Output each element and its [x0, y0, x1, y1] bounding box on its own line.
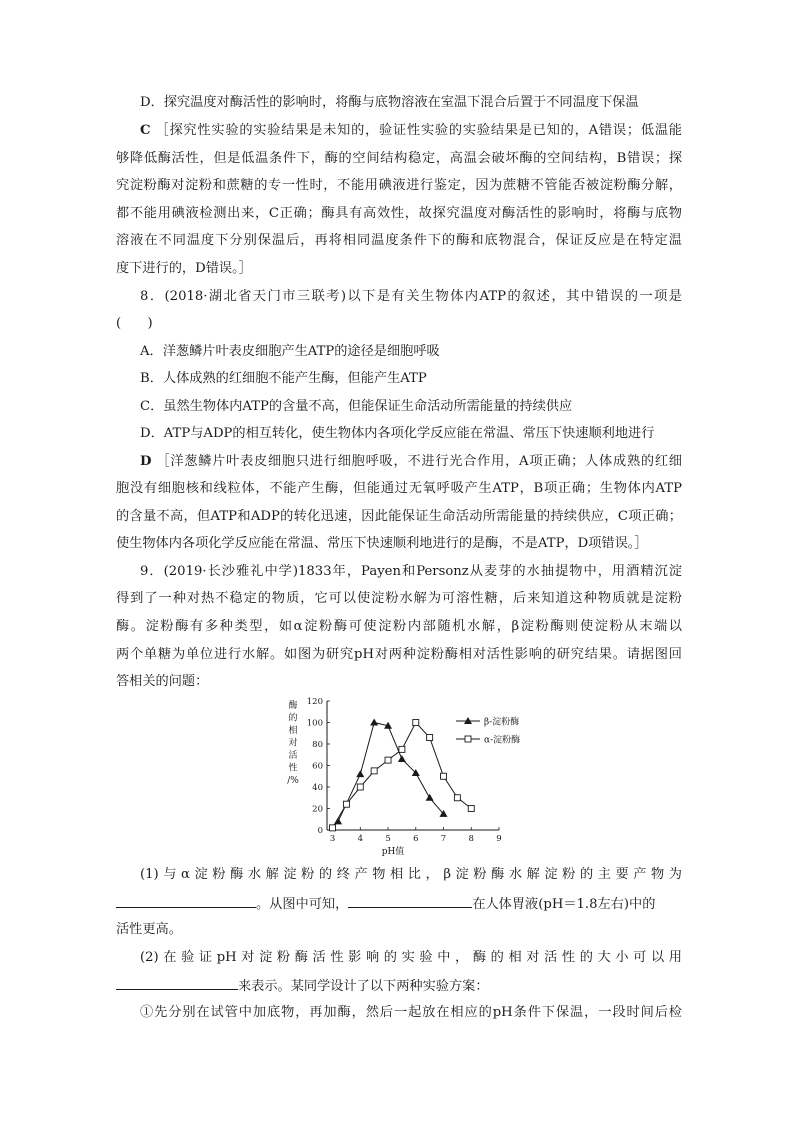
x-tick-label: 3 — [329, 834, 336, 844]
legend-alpha-label: α-淀粉酶 — [484, 735, 521, 746]
q2-text-a: (2)在验证pH对淀粉酶活性影响的实验中，酶的相对活性的大小可以用 — [140, 950, 682, 965]
option-a-q8: A．洋葱鳞片叶表皮细胞产生ATP的途径是细胞呼吸 — [140, 344, 440, 359]
y-tick-label: 40 — [312, 783, 323, 793]
series-line-1 — [333, 723, 472, 828]
y-tick-label: 60 — [312, 761, 323, 772]
alpha-point — [399, 746, 405, 752]
q1-text-b: 。从图中可知， — [256, 897, 349, 912]
answer-letter-q8: D — [140, 454, 152, 469]
question-9-line2: 得到了一种对热不稳定的物质，它可以使淀粉水解为可溶性糖，后来知道这种物质就是淀粉 — [116, 591, 682, 606]
option-b-q8: B．人体成熟的红细胞不能产生酶，但能产生ATP — [140, 371, 427, 386]
answer-blank-3[interactable] — [116, 975, 238, 990]
option-d-q8: D．ATP与ADP的相互转化，使生物体内各项化学反应能在常温、常压下快速顺利地进行 — [140, 426, 655, 441]
answer-q7-line2: 够降低酶活性，但是低温条件下，酶的空间结构稳定，高温会破坏酶的空间结构，B错误；探 — [116, 151, 682, 166]
answer-q8-text1: ［洋葱鳞片叶表皮细胞只进行细胞呼吸，不进行光合作用，A项正确；人体成熟的红细 — [156, 454, 682, 469]
question-8-stem: 8．(2018·湖北省天门市三联考)以下是有关生物体内ATP的叙述，其中错误的一项是 — [140, 289, 682, 304]
legend-alpha-marker — [465, 736, 471, 742]
y-label-char: 的 — [288, 713, 298, 724]
beta-point — [370, 719, 378, 726]
alpha-point — [357, 784, 363, 790]
x-tick-label: 9 — [496, 834, 502, 844]
y-label-char: 相 — [288, 726, 298, 736]
alpha-point — [385, 757, 391, 763]
answer-q7-line5: 溶液在不同温度下分别保温后，再将相同温度条件下的酶和底物混合，保证反应是在特定温 — [116, 233, 682, 248]
question-9-part1-line2 — [116, 893, 682, 915]
chart-legend — [456, 716, 520, 746]
x-tick-label: 7 — [440, 834, 447, 844]
question-9-part2-line3: ①先分别在试管中加底物，再加酶，然后一起放在相应的pH条件下保温，一段时间后检 — [140, 1005, 682, 1020]
y-label-char: 对 — [288, 738, 298, 749]
answer-letter-q7: C — [140, 123, 151, 138]
chart-series — [330, 719, 475, 831]
alpha-point — [413, 720, 419, 726]
question-9-part2-line2 — [116, 975, 682, 997]
answer-q7-text1: ［探究性实验的实验结果是未知的，验证性实验的实验结果是已知的，A错误；低温能 — [155, 123, 682, 138]
x-tick-label: 5 — [385, 834, 391, 844]
beta-point — [426, 794, 434, 801]
question-9-part2-line1 — [140, 948, 682, 968]
legend-beta-label: β-淀粉酶 — [484, 717, 520, 728]
question-9-line3: 酶。淀粉酶有多种类型，如α淀粉酶可使淀粉内部随机水解，β淀粉酶则使淀粉从末端以 — [116, 619, 682, 634]
q1-text-c: 在人体胃液(pH＝1.8左右)中的 — [472, 897, 656, 912]
q2-text-b: 来表示。某同学设计了以下两种实验方案： — [238, 979, 489, 994]
beta-point — [398, 755, 406, 762]
y-label-char: 活 — [288, 751, 298, 761]
alpha-point — [343, 801, 349, 807]
y-label-char: 性 — [288, 763, 298, 774]
answer-q8-line4: 使生物体内各项化学反应能在常温、常压下快速顺利地进行的是酶，不是ATP，D项错误。］ — [116, 536, 648, 551]
alpha-point — [454, 795, 460, 801]
y-tick-label: 100 — [306, 718, 323, 729]
answer-q7-line3: 究淀粉酶对淀粉和蔗糖的专一性时，不能用碘液进行鉴定，因为蔗糖不管能否被淀粉酶分解， — [116, 178, 682, 193]
question-9-part1-line1 — [140, 865, 682, 885]
question-9-line5: 答相关的问题： — [116, 674, 209, 689]
alpha-point — [330, 825, 336, 831]
answer-q8-line1 — [140, 452, 682, 472]
question-9-line4: 两个单糖为单位进行水解。如图为研究pH对两种淀粉酶相对活性影响的研究结果。请据图回 — [116, 647, 682, 662]
y-label-char: 酶 — [288, 701, 298, 711]
q1-text-a: (1)与α淀粉酶水解淀粉的终产物相比，β淀粉酶水解淀粉的主要产物为 — [140, 867, 682, 882]
option-d-q7: D．探究温度对酶活性的影响时，将酶与底物溶液在室温下混合后置于不同温度下保温 — [140, 95, 639, 110]
question-9-part1-line3: 活性更高。 — [116, 922, 182, 937]
answer-q8-line2: 胞没有细胞核和线粒体，不能产生酶，但能通过无氧呼吸产生ATP，B项正确；生物体内ATP — [116, 481, 682, 496]
ph-activity-chart — [280, 692, 540, 860]
answer-blank-1[interactable] — [116, 893, 256, 908]
answer-q8-line3: 的含量不高，但ATP和ADP的转化迅速，因此能保证生命活动所需能量的持续供应，C项正确； — [116, 509, 682, 524]
question-8-bracket: ( ) — [116, 316, 153, 331]
y-tick-label: 120 — [306, 697, 323, 707]
x-tick-label: 8 — [468, 834, 474, 844]
answer-q7-line1 — [140, 121, 682, 141]
x-axis-label: pH值 — [381, 847, 405, 857]
y-tick-label: 80 — [312, 740, 323, 750]
beta-point — [356, 770, 364, 777]
alpha-point — [371, 768, 377, 774]
option-c-q8: C．虽然生物体内ATP的含量不高，但能保证生命活动所需能量的持续供应 — [140, 399, 573, 414]
alpha-point — [468, 806, 474, 812]
answer-blank-2[interactable] — [348, 893, 472, 908]
answer-q7-line4: 都不能用碘液检测出来，C正确；酶具有高效性，故探究温度对酶活性的影响时，将酶与底物 — [116, 206, 682, 221]
y-label-char: /% — [287, 776, 299, 786]
x-tick-label: 6 — [413, 834, 419, 844]
question-9-line1: 9．(2019·长沙雅礼中学)1833年，Payen和Personz从麦芽的水抽提物中，用酒精沉淀 — [140, 564, 682, 579]
x-tick-label: 4 — [357, 834, 364, 844]
y-axis-label — [287, 699, 299, 786]
answer-q7-line6: 度下进行的，D错误。］ — [116, 261, 252, 276]
y-tick-label: 0 — [317, 826, 323, 836]
y-tick-label: 20 — [312, 804, 323, 815]
alpha-point — [441, 773, 447, 779]
alpha-point — [427, 735, 433, 741]
